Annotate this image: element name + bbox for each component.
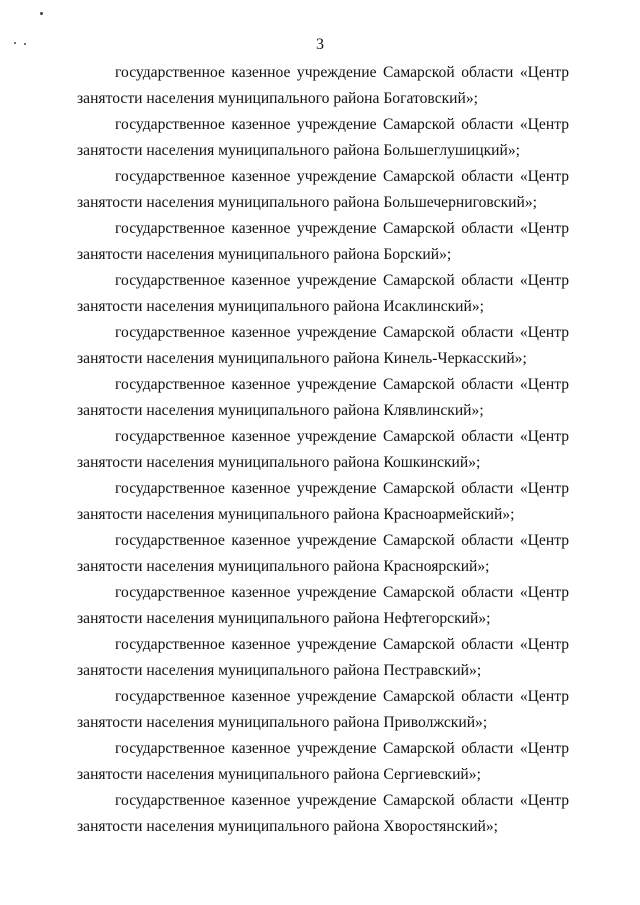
list-item <box>77 164 569 216</box>
list-item-line2: занятости населения муниципального района Хворостянский»; <box>77 818 499 835</box>
list-item <box>77 580 569 632</box>
list-item-line2: занятости населения муниципального района Кинель-Черкасский»; <box>77 350 527 367</box>
list-item-line1: государственное казенное учреждение Самарской области «Центр <box>115 428 569 445</box>
list-item <box>77 372 569 424</box>
list-item-line2: занятости населения муниципального района Большечерниговский»; <box>77 194 537 211</box>
list-item-line1: государственное казенное учреждение Самарской области «Центр <box>115 636 569 653</box>
list-item-line2: занятости населения муниципального района Красноярский»; <box>77 558 490 575</box>
list-item <box>77 736 569 788</box>
list-item-line2: занятости населения муниципального района Клявлинский»; <box>77 402 484 419</box>
list-item-line2: занятости населения муниципального района Борский»; <box>77 246 452 263</box>
list-item <box>77 632 569 684</box>
list-item <box>77 788 569 840</box>
list-item-line2: занятости населения муниципального района Пестравский»; <box>77 662 482 679</box>
list-item-line2: занятости населения муниципального района Исаклинский»; <box>77 298 485 315</box>
list-item-line1: государственное казенное учреждение Самарской области «Центр <box>115 532 569 549</box>
list-item <box>77 424 569 476</box>
list-item-line1: государственное казенное учреждение Самарской области «Центр <box>115 272 569 289</box>
list-item <box>77 268 569 320</box>
list-item <box>77 684 569 736</box>
page-number: 3 <box>316 36 324 53</box>
list-item <box>77 112 569 164</box>
list-item-line1: государственное казенное учреждение Самарской области «Центр <box>115 168 569 185</box>
list-item-line1: государственное казенное учреждение Самарской области «Центр <box>115 324 569 341</box>
list-item-line2: занятости населения муниципального района Нефтегорский»; <box>77 610 491 627</box>
list-item-line1: государственное казенное учреждение Самарской области «Центр <box>115 220 569 237</box>
list-item-line2: занятости населения муниципального района Богатовский»; <box>77 90 479 107</box>
list-item <box>77 528 569 580</box>
list-item-line1: государственное казенное учреждение Самарской области «Центр <box>115 584 569 601</box>
list-item-line2: занятости населения муниципального района Красноармейский»; <box>77 506 515 523</box>
scan-speck <box>40 12 43 15</box>
document-body <box>77 60 569 840</box>
list-item-line1: государственное казенное учреждение Самарской области «Центр <box>115 688 569 705</box>
list-item-line2: занятости населения муниципального района Сергиевский»; <box>77 766 481 783</box>
list-item <box>77 476 569 528</box>
list-item-line1: государственное казенное учреждение Самарской области «Центр <box>115 480 569 497</box>
list-item <box>77 320 569 372</box>
list-item-line2: занятости населения муниципального района Кошкинский»; <box>77 454 481 471</box>
list-item-line1: государственное казенное учреждение Самарской области «Центр <box>115 792 569 809</box>
list-item <box>77 60 569 112</box>
list-item <box>77 216 569 268</box>
list-item-line2: занятости населения муниципального района Приволжский»; <box>77 714 488 731</box>
list-item-line1: государственное казенное учреждение Самарской области «Центр <box>115 64 569 81</box>
list-item-line1: государственное казенное учреждение Самарской области «Центр <box>115 116 569 133</box>
list-item-line2: занятости населения муниципального района Большеглушицкий»; <box>77 142 520 159</box>
list-item-line1: государственное казенное учреждение Самарской области «Центр <box>115 376 569 393</box>
list-item-line1: государственное казенное учреждение Самарской области «Центр <box>115 740 569 757</box>
